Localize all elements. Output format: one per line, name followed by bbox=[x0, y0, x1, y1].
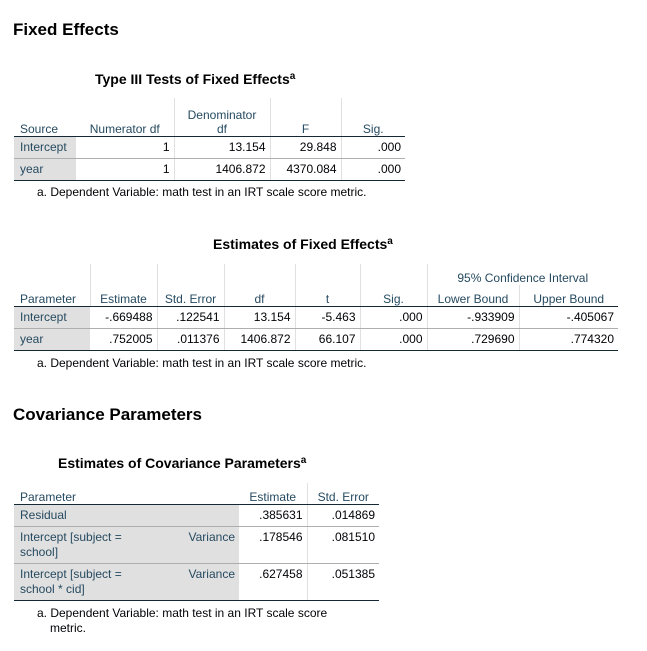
table-row bbox=[14, 158, 405, 180]
cell-value: .011376 bbox=[157, 328, 224, 350]
table-title-type3: Type III Tests of Fixed Effects$^a$ bbox=[95, 71, 296, 87]
cell-value: .385631 bbox=[239, 504, 307, 526]
table-row bbox=[14, 563, 379, 600]
cell-value: .014869 bbox=[307, 504, 379, 526]
cell-value: 1406.872 bbox=[174, 158, 270, 180]
cell-value: .000 bbox=[341, 136, 405, 158]
covariance-parameters-table bbox=[14, 483, 379, 601]
table-row bbox=[14, 504, 379, 526]
col-header-f: F bbox=[270, 98, 341, 136]
footnote-marker: a bbox=[387, 236, 393, 247]
footnote-marker: a bbox=[289, 71, 296, 82]
cell-value: 66.107 bbox=[295, 328, 360, 350]
section-title-covariance-parameters: Covariance Parameters bbox=[13, 405, 203, 424]
footnote-marker: a bbox=[300, 455, 307, 466]
col-header-std-error: Std. Error bbox=[307, 483, 379, 504]
cell-value: .774320 bbox=[519, 328, 618, 350]
cell-value: .000 bbox=[341, 158, 405, 180]
col-header-source: Source bbox=[14, 98, 76, 136]
cell-value: -.933909 bbox=[427, 306, 519, 328]
cell-value: 13.154 bbox=[174, 136, 270, 158]
cell-value: 4370.084 bbox=[270, 158, 341, 180]
footnote: a. Dependent Variable: math test in an IRT scale score metric. bbox=[37, 185, 367, 199]
col-header-sig: Sig. bbox=[341, 98, 405, 136]
col-header-ci: 95% Confidence Interval bbox=[427, 264, 618, 285]
cell-value: -.669488 bbox=[90, 306, 157, 328]
row-type-label: Variance bbox=[169, 526, 239, 563]
section-title-fixed-effects: Fixed Effects bbox=[13, 20, 119, 39]
row-label: Intercept [subject = school] bbox=[14, 526, 169, 563]
row-label: Residual bbox=[14, 504, 239, 526]
row-type-label: Variance bbox=[169, 563, 239, 600]
row-label: Intercept bbox=[14, 306, 90, 328]
cell-value: .081510 bbox=[307, 526, 379, 563]
cell-value: -.405067 bbox=[519, 306, 618, 328]
row-label: year bbox=[14, 328, 90, 350]
cell-value: 29.848 bbox=[270, 136, 341, 158]
col-header-denominator-df: Denominator df bbox=[174, 98, 270, 136]
footnote: a. Dependent Variable: math test in an IRT scale score metric. bbox=[37, 606, 328, 635]
col-header-lower-bound: Lower Bound bbox=[427, 285, 519, 306]
cell-value: 13.154 bbox=[224, 306, 295, 328]
table-title-estimates: Estimates of Fixed Effects$^a$ bbox=[213, 236, 393, 252]
col-header-upper-bound: Upper Bound bbox=[519, 285, 618, 306]
cell-value: .627458 bbox=[239, 563, 307, 600]
cell-value: .000 bbox=[360, 306, 427, 328]
col-header-estimate: Estimate bbox=[90, 285, 157, 306]
table-row bbox=[14, 306, 618, 328]
cell-value: -5.463 bbox=[295, 306, 360, 328]
table-row bbox=[14, 526, 379, 563]
col-header-numerator-df: Numerator df bbox=[76, 98, 174, 136]
row-label: Intercept bbox=[14, 136, 76, 158]
cell-value: .752005 bbox=[90, 328, 157, 350]
col-header-std-error: Std. Error bbox=[157, 285, 224, 306]
cell-value: .178546 bbox=[239, 526, 307, 563]
col-header-parameter: Parameter bbox=[14, 483, 239, 504]
cell-value: .729690 bbox=[427, 328, 519, 350]
row-label: year bbox=[14, 158, 76, 180]
cell-value: 1 bbox=[76, 158, 174, 180]
cell-value: .122541 bbox=[157, 306, 224, 328]
table-row bbox=[14, 136, 405, 158]
type3-tests-table bbox=[14, 98, 405, 181]
col-header-df: df bbox=[224, 285, 295, 306]
table-title-covariance: Estimates of Covariance Parameters$^a$ bbox=[58, 455, 307, 471]
table-row bbox=[14, 328, 618, 350]
col-header-estimate: Estimate bbox=[239, 483, 307, 504]
footnote: a. Dependent Variable: math test in an IRT scale score metric. bbox=[37, 356, 367, 370]
cell-value: 1 bbox=[76, 136, 174, 158]
col-header-t: t bbox=[295, 285, 360, 306]
row-label: Intercept [subject = school * cid] bbox=[14, 563, 169, 600]
cell-value: .000 bbox=[360, 328, 427, 350]
col-header-parameter: Parameter bbox=[14, 285, 90, 306]
cell-value: .051385 bbox=[307, 563, 379, 600]
col-header-sig: Sig. bbox=[360, 285, 427, 306]
cell-value: 1406.872 bbox=[224, 328, 295, 350]
estimates-fixed-effects-table bbox=[14, 264, 618, 351]
